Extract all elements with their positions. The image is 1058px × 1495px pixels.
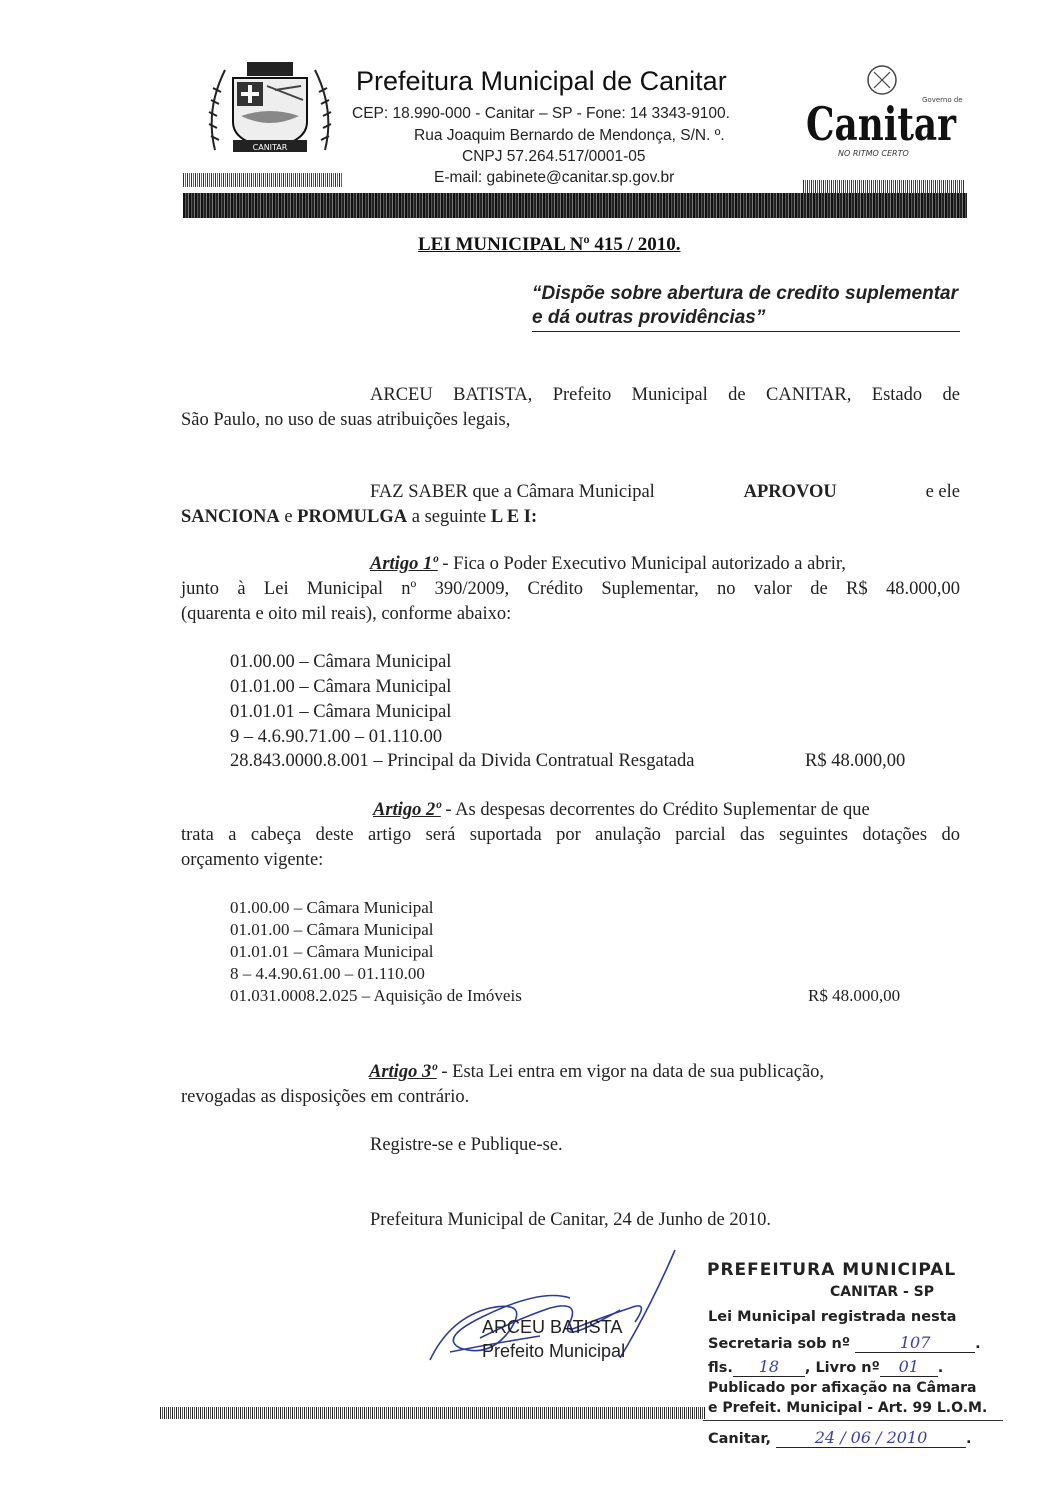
ementa-underline: [532, 331, 960, 332]
header-divider-bar: [183, 193, 967, 218]
artigo2-item: 01.00.00 – Câmara Municipal: [230, 898, 434, 917]
artigo1-line-2: junto à Lei Municipal nº 390/2009, Crédito Suplementar, no valor de R$ 48.000,00: [181, 579, 960, 599]
artigo1-item: 01.01.00 – Câmara Municipal: [230, 677, 452, 697]
artigo3-line-1: [369, 1060, 960, 1085]
artigo1-label: Artigo 1º: [370, 554, 438, 574]
brand-small-top: Governo de: [922, 96, 963, 104]
lei-text: L E I:: [490, 507, 538, 527]
artigo2-text-1: - As despesas decorrentes do Crédito Suplementar de que: [440, 800, 870, 820]
stamp-canitar-label: Canitar,: [708, 1431, 771, 1447]
artigo2-item: 01.01.01 – Câmara Municipal: [230, 942, 434, 961]
stamp-publicado: Publicado por afixação na Câmara: [708, 1380, 977, 1396]
signatory-name: ARCEU BATISTA: [482, 1317, 623, 1337]
date-line: Prefeitura Municipal de Canitar, 24 de Junho de 2010.: [370, 1210, 772, 1230]
crest-label: CANITAR: [252, 143, 288, 152]
law-title: LEI MUNICIPAL Nº 415 / 2010.: [418, 234, 681, 255]
stamp-fls-value: 18: [733, 1357, 805, 1377]
artigo2-item: 8 – 4.4.90.61.00 – 01.110.00: [230, 964, 425, 983]
stamp-fls-label: fls.: [708, 1360, 733, 1376]
stamp-livro-label: , Livro nº: [804, 1360, 880, 1376]
artigo2-line-3: orçamento vigente:: [181, 850, 324, 870]
a-seguinte-text: a seguinte: [411, 507, 487, 527]
artigo2-label: Artigo 2º: [373, 800, 441, 820]
artigo1-line-1: [370, 552, 960, 577]
artigo2-item: 01.031.0008.2.025 – Aquisição de Imóveis: [230, 986, 522, 1005]
e-ele-text: e ele: [925, 482, 960, 502]
stamp-subtitle: CANITAR - SP: [830, 1284, 935, 1300]
artigo1-amount: R$ 48.000,00: [805, 751, 906, 771]
stamp-line-1: Lei Municipal registrada nesta: [708, 1309, 957, 1325]
stamp-secretaria-row: Secretaria sob nº 107 .: [708, 1333, 981, 1352]
artigo1-item: 28.843.0000.8.001 – Principal da Divida Contratual Resgatada: [230, 751, 695, 771]
artigo2-line-1: [373, 798, 960, 823]
stamp-bottom-rule: [703, 1420, 1003, 1421]
artigo3-text-1: - Esta Lei entra em vigor na data de sua publicação,: [436, 1062, 825, 1082]
header-right-barcode: [803, 180, 965, 194]
e-text: e: [284, 507, 293, 527]
canitar-brand-logo: [800, 62, 970, 167]
stamp-canitar-row: Canitar, 24 / 06 / 2010 .: [708, 1428, 972, 1447]
sanciona-text: SANCIONA: [181, 507, 280, 527]
artigo1-text-1: - Fica o Poder Executivo Municipal autorizado a abrir,: [437, 554, 846, 574]
stamp-date-value: 24 / 06 / 2010: [776, 1428, 966, 1448]
faz-saber-line-1: [370, 480, 960, 505]
brand-slogan: NO RITMO CERTO: [838, 149, 909, 158]
header-cep-line: CEP: 18.990-000 - Canitar – SP - Fone: 14 3343-9100.: [352, 105, 730, 122]
header-email-line: E-mail: gabinete@canitar.sp.gov.br: [434, 169, 675, 186]
law-ementa: “Dispõe sobre abertura de credito suplementar e dá outras providências”: [532, 283, 958, 328]
aprovou-text: APROVOU: [743, 482, 837, 502]
artigo2-item: 01.01.00 – Câmara Municipal: [230, 920, 434, 939]
artigo3-label: Artigo 3º: [369, 1062, 437, 1082]
header-left-barcode: [183, 173, 343, 187]
faz-saber-prefix: FAZ SABER que a Câmara Municipal: [370, 482, 655, 502]
artigo1-item: 9 – 4.6.90.71.00 – 01.110.00: [230, 727, 443, 747]
intro-line-1: ARCEU BATISTA, Prefeito Municipal de CANITAR, Estado de: [370, 385, 960, 405]
stamp-prefeit: e Prefeit. Municipal - Art. 99 L.O.M.: [708, 1400, 988, 1416]
artigo2-amount: R$ 48.000,00: [808, 986, 901, 1005]
promulga-text: PROMULGA: [297, 507, 408, 527]
stamp-secretaria-value: 107: [855, 1333, 975, 1353]
signatory-role: Prefeito Municipal: [482, 1341, 626, 1361]
registre-publique: Registre-se e Publique-se.: [370, 1135, 563, 1155]
stamp-fls-row: fls. 18 , Livro nº 01 .: [708, 1357, 944, 1376]
header-address-line: Rua Joaquim Bernardo de Mendonça, S/N. º.: [414, 127, 725, 144]
artigo1-line-3: (quarenta e oito mil reais), conforme abaixo:: [181, 604, 512, 624]
page-header-title: Prefeitura Municipal de Canitar: [356, 66, 727, 96]
intro-line-2: São Paulo, no uso de suas atribuições legais,: [181, 410, 511, 430]
footer-barcode-bar: [160, 1407, 705, 1419]
artigo1-item: 01.01.01 – Câmara Municipal: [230, 702, 452, 722]
brand-name: Canitar: [806, 97, 957, 151]
stamp-secretaria-label: Secretaria sob nº: [708, 1336, 851, 1352]
header-cnpj-line: CNPJ 57.264.517/0001-05: [462, 148, 646, 165]
faz-saber-line-2: [181, 505, 537, 530]
artigo3-line-2: revogadas as disposições em contrário.: [181, 1087, 470, 1107]
stamp-title: PREFEITURA MUNICIPAL: [707, 1260, 957, 1280]
stamp-livro-value: 01: [880, 1357, 938, 1377]
artigo1-item: 01.00.00 – Câmara Municipal: [230, 652, 452, 672]
municipal-crest-icon: [205, 60, 335, 160]
artigo2-line-2: trata a cabeça deste artigo será suportada por anulação parcial das seguintes dotações do: [181, 825, 960, 845]
